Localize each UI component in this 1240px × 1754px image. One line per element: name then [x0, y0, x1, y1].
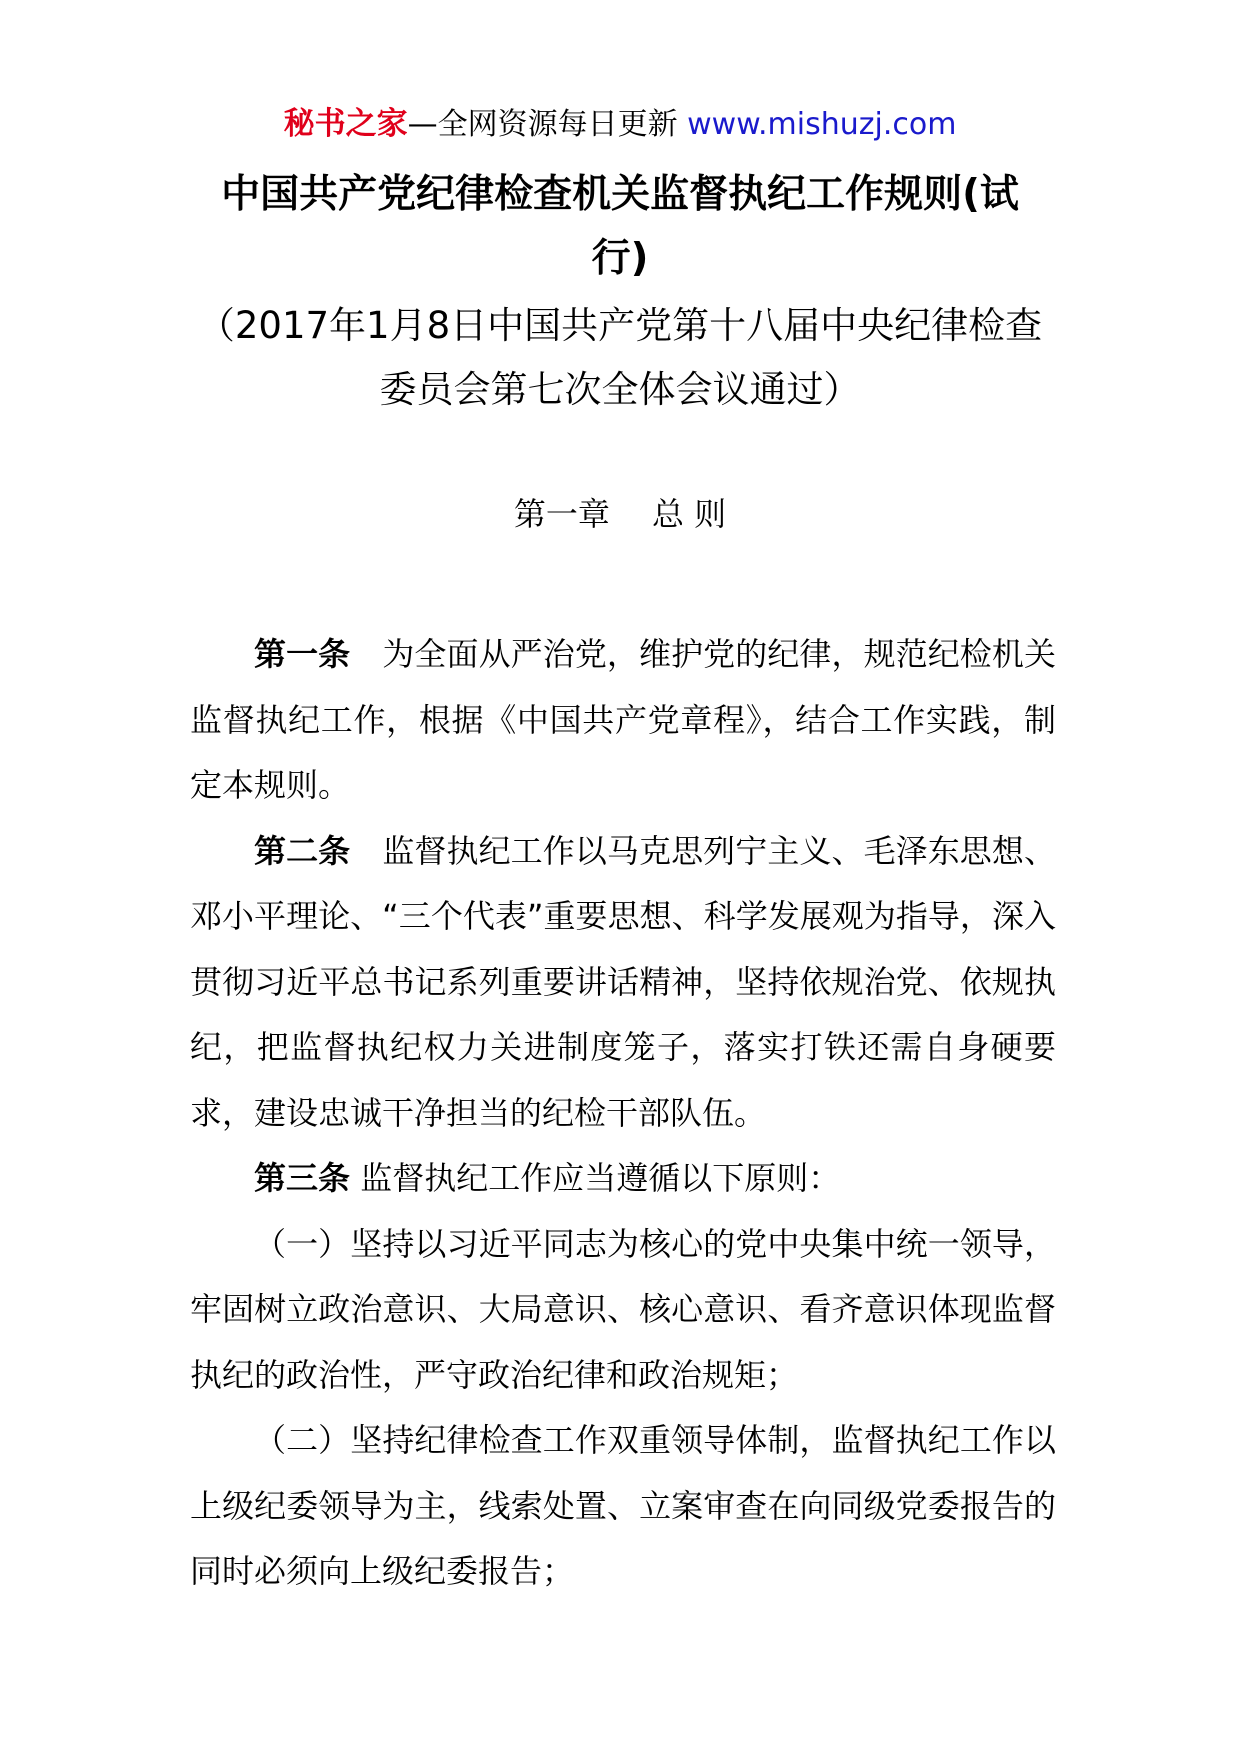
document-title: 中国共产党纪律检查机关监督执纪工作规则(试行): [221, 172, 1019, 281]
article-2: [190, 819, 1056, 1147]
article-separator: [350, 832, 382, 870]
site-tagline: —全网资源每日更新: [407, 107, 688, 142]
article-text: 监督执纪工作应当遵循以下原则：: [360, 1159, 841, 1197]
article-1: [190, 622, 1056, 819]
article-label: 第二条: [254, 831, 351, 870]
site-url-link[interactable]: www.mishuzj.com: [687, 107, 957, 142]
article-3: [190, 1146, 1056, 1212]
site-brand: 秘书之家: [283, 106, 408, 142]
article-separator: [350, 635, 382, 673]
clause-1: （一）坚持以习近平同志为核心的党中央集中统一领导，牢固树立政治意识、大局意识、核心意识、看齐意识体现监督执纪的政治性，严守政治纪律和政治规矩；: [190, 1224, 1056, 1394]
site-banner: [0, 104, 1240, 145]
article-label: 第一条: [254, 635, 351, 673]
chapter-heading: 第一章 总 则: [513, 495, 727, 533]
article-text: 监督执纪工作以马克思列宁主义、毛泽东思想、邓小平理论、“三个代表”重要思想、科学发展观为指导，深入贯彻习近平总书记系列重要讲话精神，坚持依规治党、依规执纪，把监督执纪权力关进制度笼子，落实打铁还需自身硬要求，建设忠诚干净担当的纪检干部队伍。: [190, 831, 1056, 1132]
clause-2: （二）坚持纪律检查工作双重领导体制，监督执纪工作以上级纪委领导为主，线索处置、立案审查在向同级党委报告的同时必须向上级纪委报告；: [190, 1421, 1056, 1590]
document-subtitle: （2017年1月8日中国共产党第十八届中央纪律检查委员会第七次全体会议通过）: [197, 304, 1043, 411]
document-body: [190, 622, 1056, 1605]
article-label: 第三条: [254, 1159, 351, 1197]
article-separator: [350, 1159, 360, 1197]
article-text: 为全面从严治党，维护党的纪律，规范纪检机关监督执纪工作，根据《中国共产党章程》，结合工作实践，制定本规则。: [190, 635, 1056, 804]
